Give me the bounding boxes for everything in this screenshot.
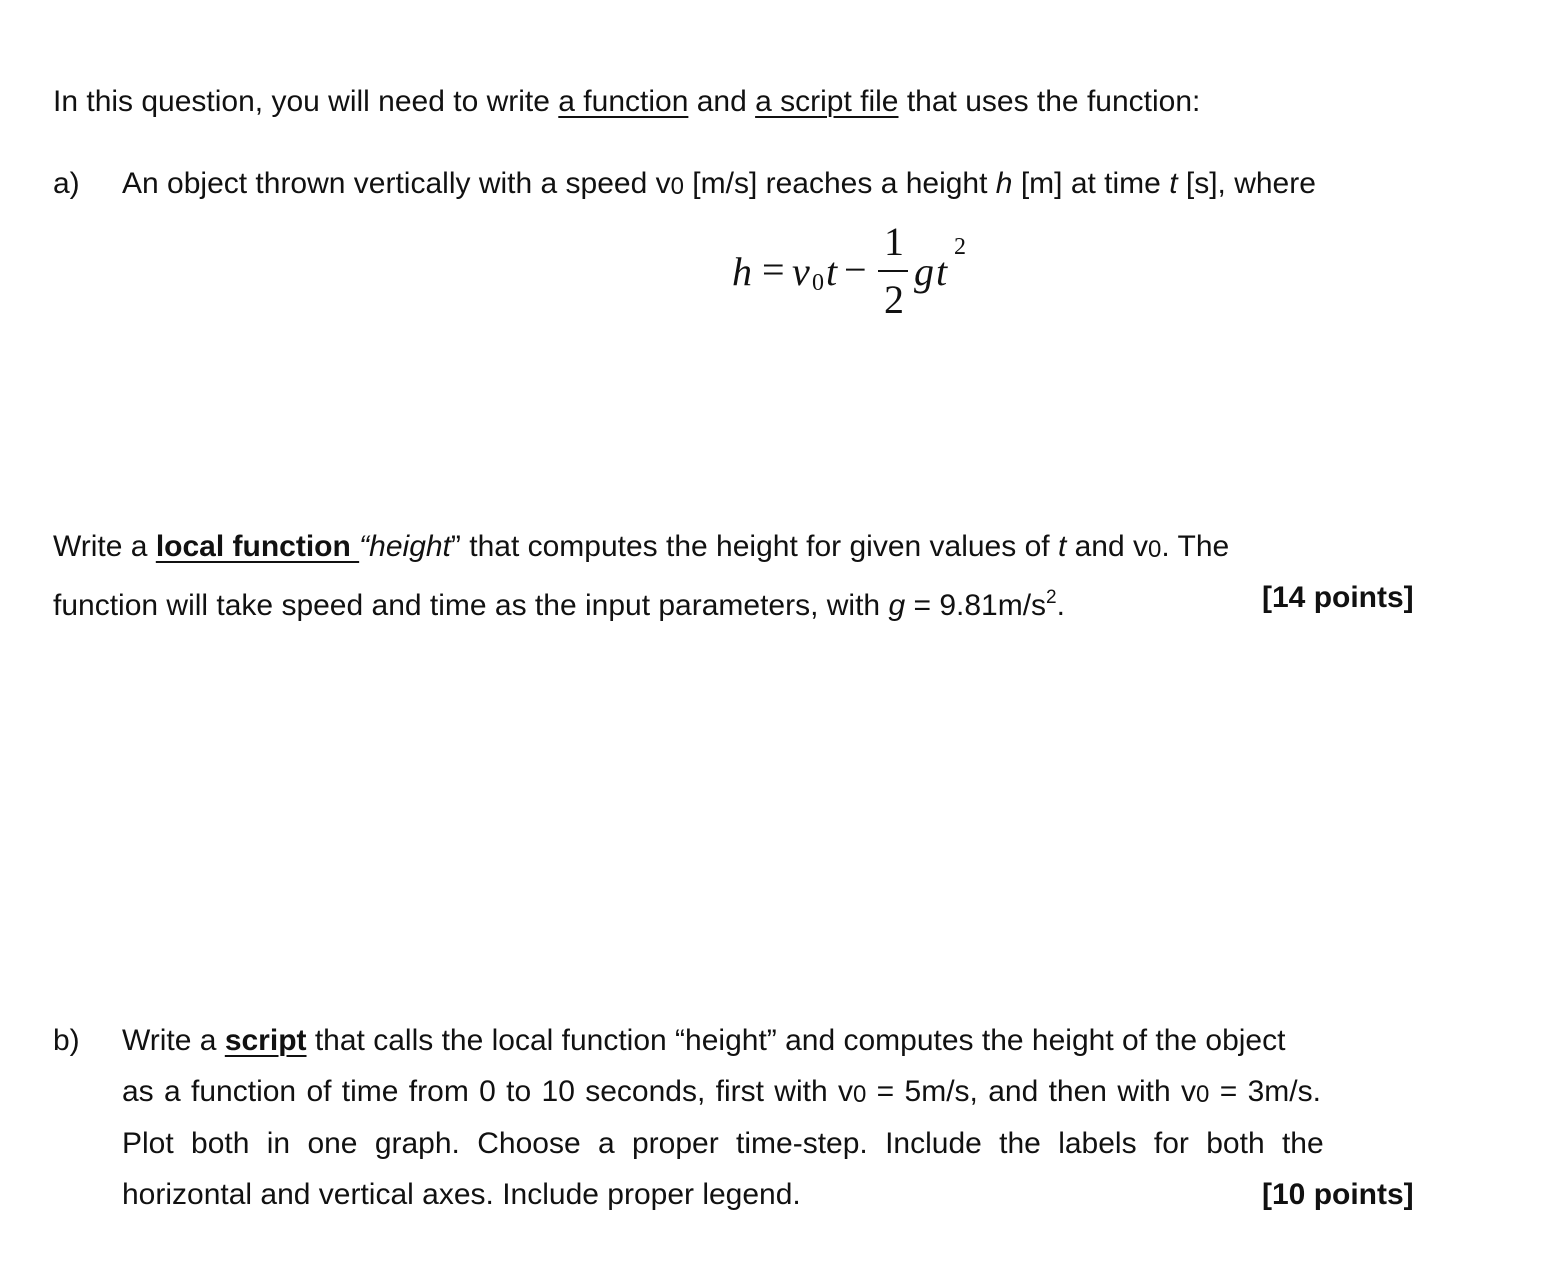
pb2-text-2: = 5m/s, and then with v [866, 1075, 1197, 1108]
local-function-line-1 [53, 529, 1229, 568]
part-a-h: h [995, 167, 1013, 200]
formula-v-sub: 0 [812, 270, 824, 296]
fraction-bar [878, 270, 908, 272]
pb1-script: script [224, 1024, 307, 1057]
part-b-line-1 [122, 1023, 1480, 1059]
lf-t: t [1057, 530, 1067, 563]
intro-line [53, 84, 1200, 120]
formula-numerator: 1 [884, 219, 904, 264]
formula-denominator: 2 [884, 277, 904, 322]
part-b-line-3 [122, 1126, 1324, 1162]
formula-t-squared: t [936, 249, 948, 294]
lf-text-1: Write a [53, 530, 156, 563]
part-a-points: [14 points] [1262, 581, 1414, 614]
part-b-line-4 [122, 1177, 801, 1213]
part-b-line-2 [122, 1074, 1321, 1113]
lf-quote-close: ” [450, 530, 461, 563]
lf2-text-2: = 9.81m/s [905, 589, 1047, 622]
intro-function-phrase: a function [558, 85, 689, 118]
pb2-text-3: = 3m/s. [1209, 1075, 1321, 1108]
part-b-points: [10 points] [1262, 1178, 1414, 1211]
lf2-text-3: . [1056, 589, 1065, 622]
local-function-line-2 [53, 580, 1065, 624]
pb4-text: horizontal and vertical axes. Include proper legend. [122, 1178, 801, 1211]
intro-script-phrase: a script file [755, 85, 899, 118]
lf-text-3: and v [1066, 530, 1149, 563]
formula-minus: − [844, 247, 867, 292]
formula-v: v [792, 249, 810, 294]
part-b-label: b) [53, 1024, 80, 1057]
lf2-text-1: function will take speed and time as the input parameters, with [53, 589, 889, 622]
formula-equals: = [762, 247, 785, 292]
lf-local-function: local function [155, 530, 360, 563]
part-a-text-1: An object thrown vertically with a speed v [122, 167, 671, 200]
pb1-segment [122, 1023, 1285, 1059]
lf-height-word: height [369, 530, 451, 563]
pb2-sub-2: 0 [1196, 1081, 1210, 1108]
intro-text-mid: and [688, 85, 756, 118]
lf2-g: g [888, 589, 906, 622]
formula-exponent: 2 [954, 234, 966, 260]
formula-h: h [732, 249, 752, 294]
part-a-text-2: [m/s] reaches a height [683, 167, 996, 200]
lf2-sup: 2 [1046, 587, 1057, 608]
intro-text-pre: In this question, you will need to write [53, 85, 559, 118]
pb2-text-1: as a function of time from 0 to 10 seconds, first with v [122, 1075, 853, 1108]
pb3-text: Plot both in one graph. Choose a proper time-step. Include the labels for both the [122, 1127, 1324, 1160]
formula-g: g [914, 249, 934, 294]
pb2-sub-1: 0 [852, 1081, 867, 1108]
lf-text-2: that computes the height for given values of [460, 530, 1058, 563]
pb1-text-1: Write a [122, 1024, 225, 1057]
part-a-t: t [1169, 167, 1178, 200]
part-a-sub-0: 0 [670, 173, 684, 200]
intro-text-post: that uses the function: [898, 85, 1201, 118]
part-a-statement [122, 166, 1316, 205]
formula-t: t [826, 249, 838, 294]
height-formula [732, 219, 982, 324]
lf-sub: 0 [1148, 536, 1162, 563]
lf-text-4: . The [1161, 530, 1230, 563]
part-a-text-3: [m] at time [1012, 167, 1170, 200]
part-a-text-4: [s], where [1177, 167, 1316, 200]
pb1-text-2: that calls the local function “height” and computes the height of the object [306, 1024, 1286, 1057]
part-a-label: a) [53, 167, 80, 200]
lf-quote-open: “ [359, 530, 370, 563]
